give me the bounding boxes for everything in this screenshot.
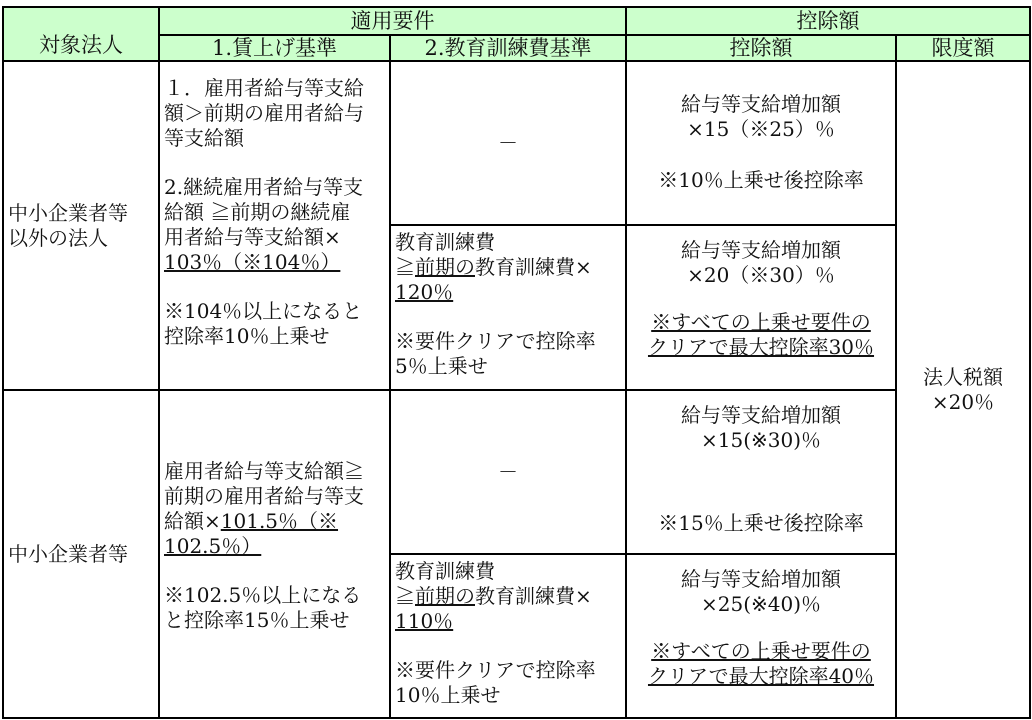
wage-sme-line3a: 給額× [164,509,221,533]
wage-sme-note: と控除率15％上乗せ [164,608,350,632]
deduction-other-bottom-note: ※すべての上乗せ要件の [651,310,871,334]
training-sme-rate: 110％ [395,609,454,633]
wage-other-underline: 103％（※104％） [164,250,341,274]
wage-other-line: 額＞前期の雇用者給与 [164,101,364,125]
wage-other-line: １．雇用者給与等支給 [164,76,364,100]
target-sme-label: 中小企業者等 [8,541,128,566]
wage-other-line: 用者給与等支給額× [164,225,341,249]
training-other-top [389,60,627,226]
deduction-sme-bottom-line: ×25(※40)％ [700,592,822,616]
training-sme-line: 教育訓練費 [395,559,495,583]
training-sme-note: ※要件クリアで控除率 [395,658,596,682]
training-other-note: 5％上乗せ [395,354,488,378]
deduction-other-top-note: ※10％上乗せ後控除率 [658,168,864,192]
header-deduction-label: 控除額 [729,36,793,60]
training-sme-top [389,389,627,555]
header-target-label: 対象法人 [39,33,123,57]
training-other-dash: － [498,130,518,155]
deduction-other-bottom-line: ×20（※30）％ [687,263,835,287]
limit-line: ×20％ [931,389,995,414]
training-sme-note: 10％上乗せ [395,683,501,707]
deduction-sme-top [625,389,897,555]
header-deduction [625,34,897,62]
training-other-rate: 120％ [395,280,454,304]
deduction-sme-bottom-note: クリアで最大控除率40％ [647,664,875,688]
target-other-line-1: 中小企業者等 [8,200,128,225]
wage-sme-line: 前期の雇用者給与等支 [164,484,364,508]
deduction-other-top [625,60,897,226]
training-sme-cost: 教育訓練費× [475,584,592,608]
deduction-other-bottom-note: クリアで最大控除率30％ [647,335,875,359]
wage-sme-line4: 102.5％） [164,534,262,558]
wage-other-line: 2.継続雇用者給与等支 [164,175,364,199]
limit-cell [895,60,1031,719]
header-req-training-label: 2.教育訓練費基準 [424,36,592,60]
header-deduction-group [625,6,1031,36]
header-target [2,6,160,62]
training-other-note: ※要件クリアで控除率 [395,329,596,353]
training-other-line: 教育訓練費 [395,230,495,254]
deduction-other-top-line: 給与等支給増加額 [681,92,841,116]
target-sme [2,389,160,719]
deduction-sme-top-line: 給与等支給増加額 [681,403,841,427]
deduction-sme-bottom-line: 給与等支給増加額 [681,567,841,591]
wage-criteria-other [158,60,391,391]
header-req-wage [158,34,391,62]
header-requirements [158,6,627,36]
header-req-training [389,34,627,62]
wage-sme-note: ※102.5％以上になる [164,583,362,607]
deduction-other-top-line: ×15（※25）％ [687,117,835,141]
training-other-prev: 前期の [415,255,475,279]
training-sme-bottom [389,553,627,719]
wage-other-line: 給額 ≧前期の継続雇 [164,200,351,224]
training-other-geq: ≧ [395,255,415,279]
deduction-sme-bottom [625,553,897,719]
wage-other-note: 控除率10％上乗せ [164,324,330,348]
training-sme-geq: ≧ [395,584,415,608]
training-sme-prev: 前期の [415,584,475,608]
deduction-sme-top-line: ×15(※30)％ [700,428,822,452]
wage-sme-line: 雇用者給与等支給額≧ [164,459,364,483]
target-other-line-2: 以外の法人 [8,225,108,250]
deduction-sme-top-note: ※15％上乗せ後控除率 [658,511,864,535]
wage-other-line: 等支給額 [164,126,244,150]
training-other-bottom [389,224,627,391]
header-limit-label: 限度額 [931,36,995,60]
limit-line: 法人税額 [923,364,1003,389]
training-sme-dash: － [498,459,518,484]
header-requirements-label: 適用要件 [350,9,435,33]
training-other-cost: 教育訓練費× [475,255,592,279]
header-limit [895,34,1031,62]
deduction-other-bottom [625,224,897,391]
wage-other-note: ※104％以上になると [164,299,363,323]
wage-sme-line3b: 101.5％（※ [220,509,339,533]
target-other [2,60,160,391]
deduction-sme-bottom-note: ※すべての上乗せ要件の [651,639,871,663]
deduction-other-bottom-line: 給与等支給増加額 [681,238,841,262]
header-deduction-group-label: 控除額 [796,9,860,33]
wage-criteria-sme [158,389,391,719]
header-req-wage-label: 1.賃上げ基準 [211,36,338,60]
